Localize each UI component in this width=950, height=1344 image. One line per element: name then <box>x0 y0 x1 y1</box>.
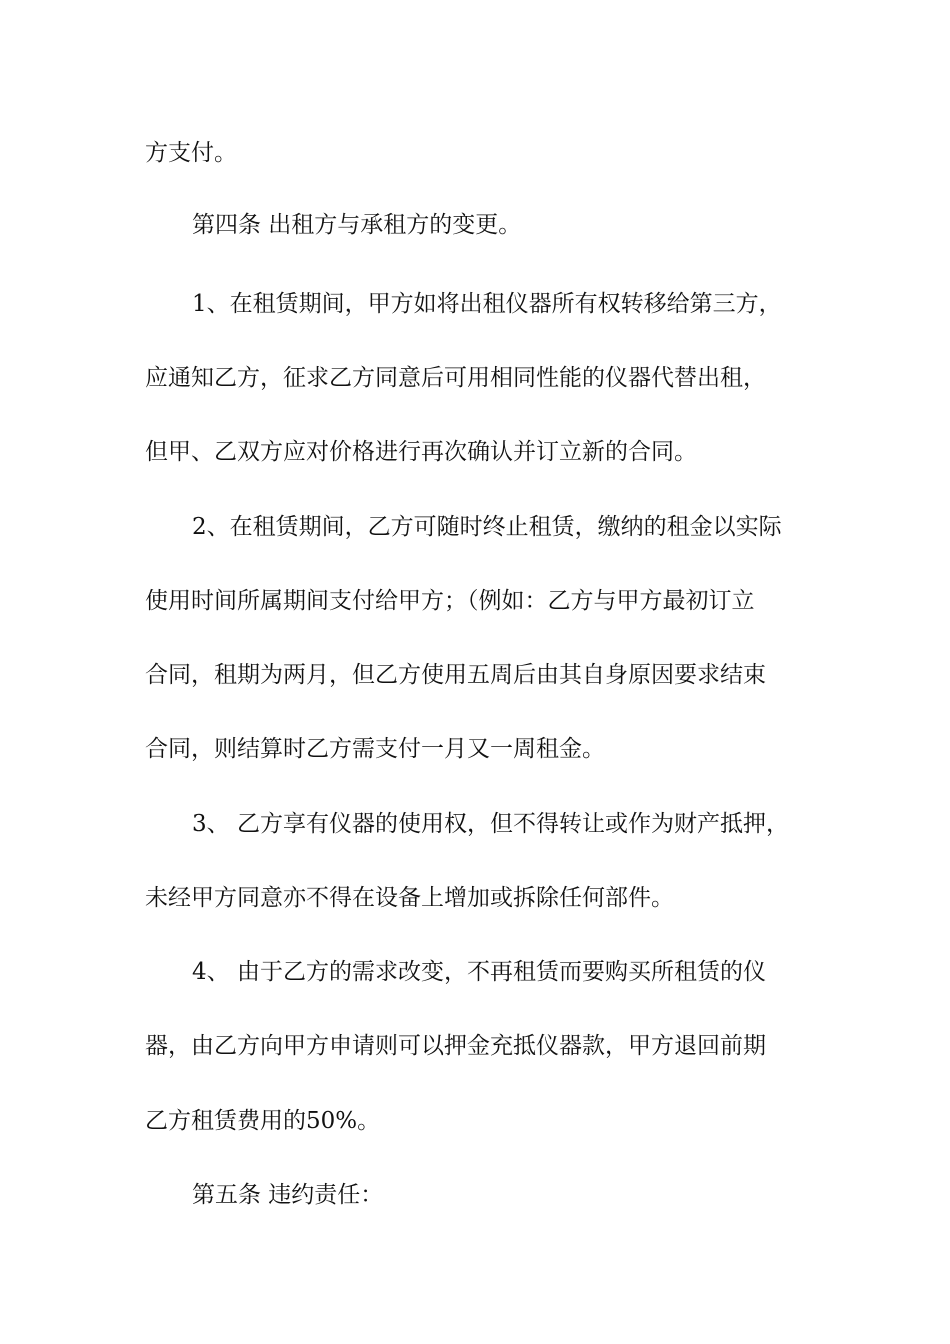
clause-3-line-1: 3、 乙方享有仪器的使用权，但不得转让或作为财产抵押， <box>192 811 789 837</box>
text-line-1: 方支付。 <box>145 140 237 166</box>
clause-4-line-3: 乙方租赁费用的50%。 <box>145 1108 381 1134</box>
clause-3-line-2: 未经甲方同意亦不得在设备上增加或拆除任何部件。 <box>145 885 674 911</box>
clause-4-line-1: 4、 由于乙方的需求改变，不再租赁而要购买所租赁的仪 <box>192 959 766 985</box>
article-5-heading: 第五条 违约责任： <box>192 1182 384 1208</box>
clause-1-line-1: 1、在租赁期间，甲方如将出租仪器所有权转移给第三方， <box>192 291 782 317</box>
clause-2-line-4: 合同，则结算时乙方需支付一月又一周租金。 <box>145 736 605 762</box>
clause-2-line-2: 使用时间所属期间支付给甲方；（例如：乙方与甲方最初订立 <box>145 588 755 614</box>
clause-2-line-1: 2、在租赁期间，乙方可随时终止租赁，缴纳的租金以实际 <box>192 514 782 540</box>
clause-2-line-3: 合同，租期为两月，但乙方使用五周后由其自身原因要求结束 <box>145 662 766 688</box>
clause-1-line-2: 应通知乙方，征求乙方同意后可用相同性能的仪器代替出租， <box>145 365 766 391</box>
article-4-heading: 第四条 出租方与承租方的变更。 <box>192 212 522 238</box>
clause-1-line-3: 但甲、乙双方应对价格进行再次确认并订立新的合同。 <box>145 439 697 465</box>
clause-4-line-2: 器，由乙方向甲方申请则可以押金充抵仪器款，甲方退回前期 <box>145 1033 766 1059</box>
